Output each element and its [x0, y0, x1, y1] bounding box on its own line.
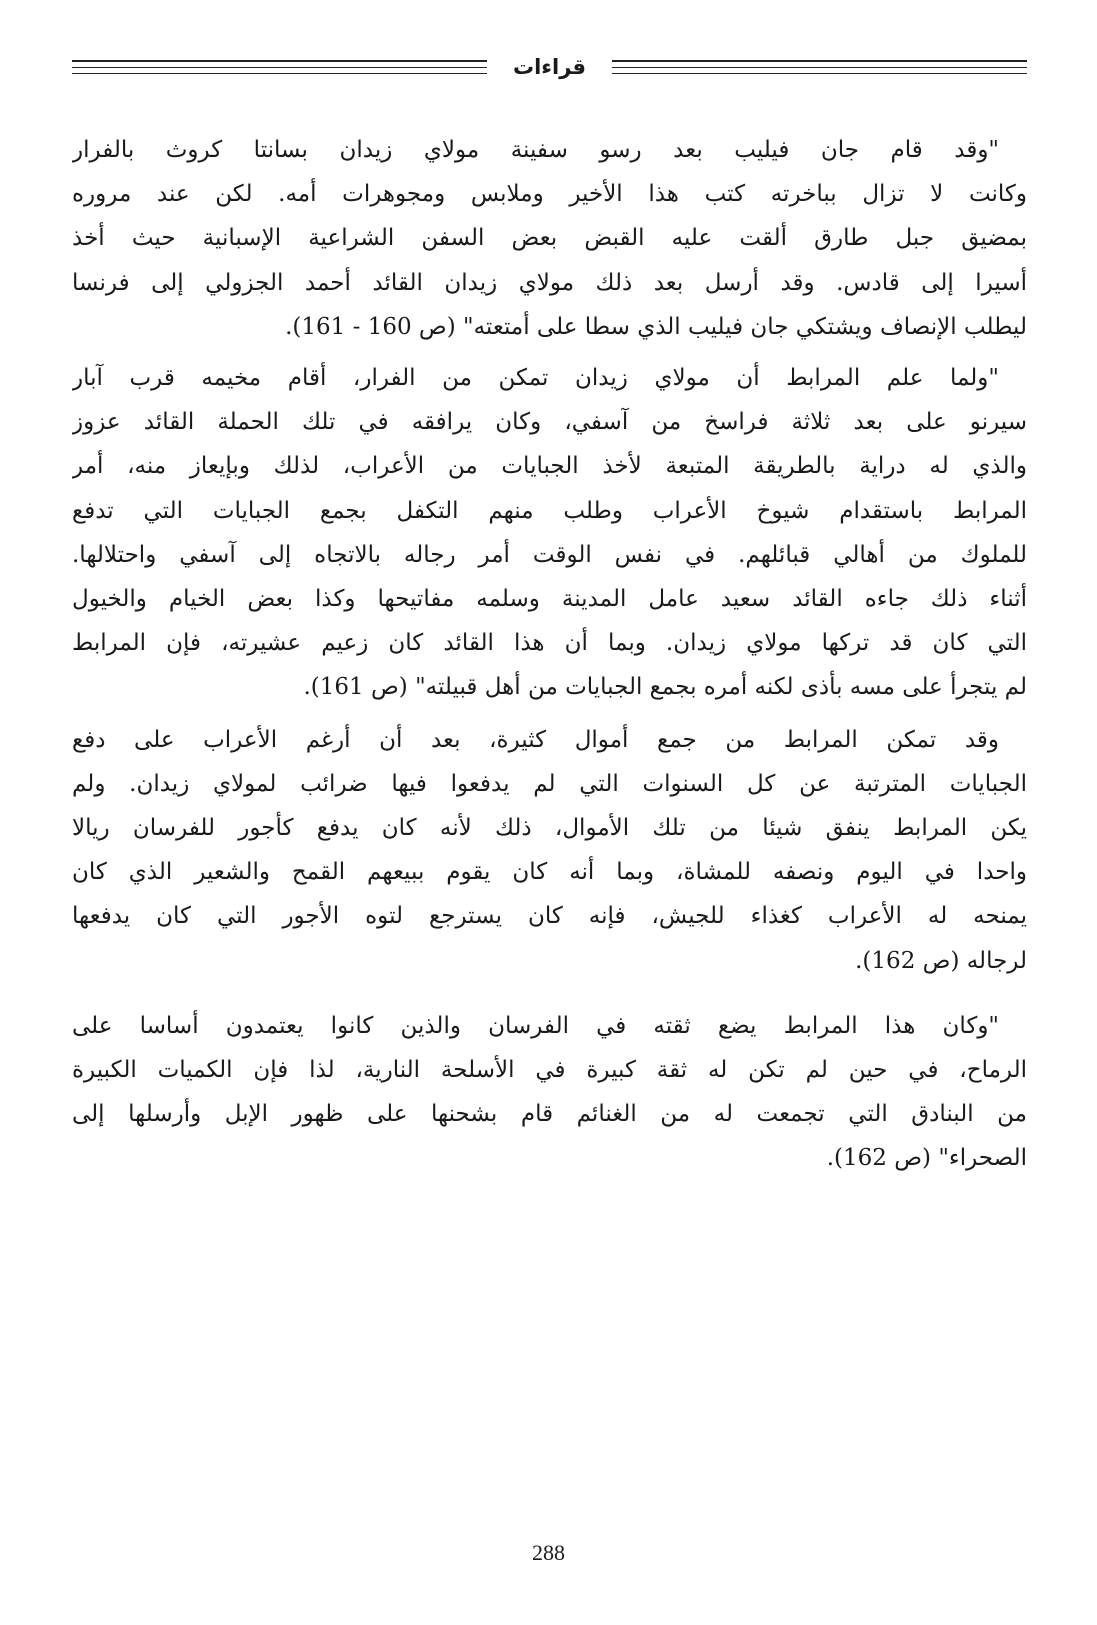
- text-line: أسيرا إلى قادس. وقد أرسل بعد ذلك مولاي زيدان القائد أحمد الجزولي إلى فرنسا: [72, 269, 1027, 296]
- text-line: يكن المرابط ينفق شيئا من تلك الأموال، ذلك لأنه كان يدفع كأجور للفرسان ريالا: [72, 815, 1027, 842]
- text-line: أثناء ذلك جاءه القائد سعيد عامل المدينة وسلمه مفاتيحها وكذا بعض الخيام والخيول: [72, 586, 1027, 613]
- text-line: للملوك من أهالي قبائلهم. في نفس الوقت أمر رجاله بالاتجاه إلى آسفي واحتلالها.: [72, 541, 1027, 568]
- running-header-title: قراءات: [512, 55, 587, 79]
- page-number: 288: [532, 1540, 565, 1565]
- text-line: الجبايات المترتبة عن كل السنوات التي لم يدفعوا فيها ضرائب لمولاي زيدان. ولم: [72, 770, 1027, 797]
- text-line: يمنحه له الأعراب كغذاء للجيش، فإنه كان يسترجع لتوه الأجور التي كان يدفعها: [72, 903, 1027, 930]
- header-rule-left: [72, 60, 487, 74]
- text-line: سيرنو على بعد ثلاثة فراسخ من آسفي، وكان يرافقه في تلك الحملة القائد عزوز: [72, 409, 1027, 436]
- running-header: [72, 52, 1027, 82]
- text-line: "وقد قام جان فيليب بعد رسو سفينة مولاي زيدان بسانتا كروث بالفرار: [72, 137, 999, 163]
- paragraph-1: [72, 128, 1027, 349]
- paragraph-4: [72, 1004, 1027, 1181]
- text-line: لرجاله (ص 162).: [855, 947, 1027, 974]
- body-text: [72, 128, 1027, 1181]
- text-line: واحدا في اليوم ونصفه للمشاة، وبما أنه كان يقوم ببيعهم القمح والشعير الذي كان: [72, 859, 1027, 886]
- text-line: المرابط باستقدام شيوخ الأعراب وطلب منهم التكفل بجمع الجبايات التي تدفع: [72, 497, 1027, 524]
- text-line: وقد تمكن المرابط من جمع أموال كثيرة، بعد أن أرغم الأعراب على دفع: [72, 726, 999, 753]
- text-line: الرماح، في حين لم تكن له ثقة كبيرة في الأسلحة النارية، لذا فإن الكميات الكبيرة: [72, 1057, 1027, 1084]
- text-line: الصحراء" (ص 162).: [826, 1145, 1027, 1172]
- text-line: ليطلب الإنصاف ويشتكي جان فيليب الذي سطا على أمتعته" (ص 160 - 161).: [285, 313, 1027, 340]
- text-line: والذي له دراية بالطريقة المتبعة لأخذ الجبايات من الأعراب، لذلك وبإيعاز منه، أمر: [72, 453, 1027, 480]
- text-line: "ولما علم المرابط أن مولاي زيدان تمكن من الفرار، أقام مخيمه قرب آبار: [72, 365, 999, 392]
- text-line: "وكان هذا المرابط يضع ثقته في الفرسان والذين كانوا يعتمدون أساسا على: [72, 1012, 999, 1039]
- text-line: لم يتجرأ على مسه بأذى لكنه أمره بجمع الجبايات من أهل قبيلته" (ص 161).: [303, 674, 1027, 701]
- paragraph-2: [72, 356, 1027, 710]
- text-line: من البنادق التي تجمعت له من الغنائم قام بشحنها على ظهور الإبل وأرسلها إلى: [72, 1101, 1027, 1128]
- header-rule-right: [612, 60, 1027, 74]
- text-line: وكانت لا تزال بباخرته كتب هذا الأخير وملابس ومجوهرات أمه. لكن عند مروره: [72, 181, 1027, 208]
- text-line: التي كان قد تركها مولاي زيدان. وبما أن هذا القائد كان زعيم عشيرته، فإن المرابط: [72, 630, 1027, 657]
- paragraph-3: [72, 718, 1027, 983]
- text-line: بمضيق جبل طارق ألقت عليه القبض بعض السفن الشراعية الإسبانية حيث أخذ: [72, 225, 1027, 252]
